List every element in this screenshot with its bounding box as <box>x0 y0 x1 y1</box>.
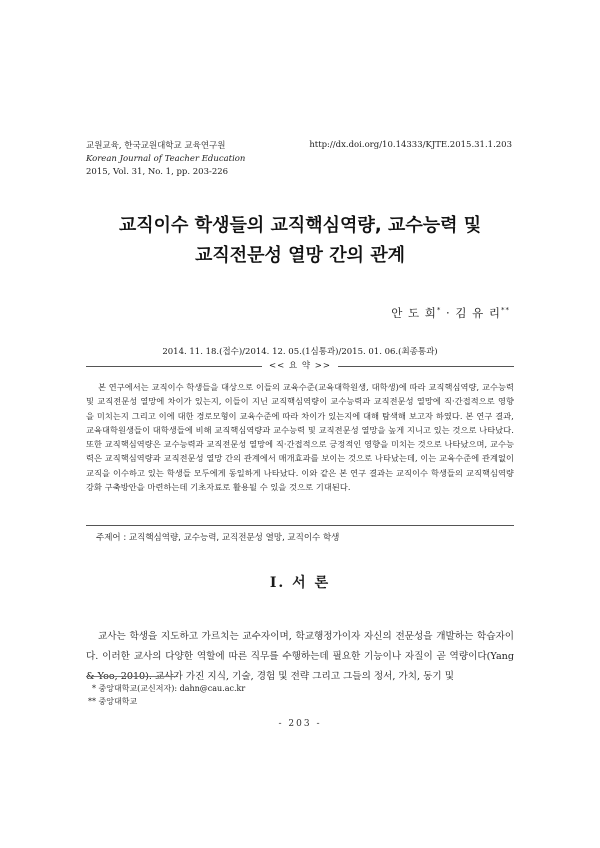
paper-title-line2: 교직전문성 열망 간의 관계 <box>194 245 406 266</box>
author-1: 안 도 희 <box>391 306 437 320</box>
footnote-rule <box>86 676 178 677</box>
volume-info: 2015, Vol. 31, No. 1, pp. 203-226 <box>86 167 229 177</box>
author-separator: · <box>441 306 456 320</box>
author-2: 김 유 리 <box>455 306 501 320</box>
footnote-1: * 중앙대학교(교신저자): dahn@cau.ac.kr <box>92 684 246 693</box>
doi-link[interactable]: http://dx.doi.org/10.14333/KJTE.2015.31.1.203 <box>309 140 512 150</box>
paper-title-line1: 교직이수 학생들의 교직핵심역량, 교수능력 및 <box>118 215 482 236</box>
journal-english-name: Korean Journal of Teacher Education <box>86 154 246 164</box>
submission-dates: 2014. 11. 18.(접수)/2014. 12. 05.(1심통과)/2015. 01. 06.(최종통과) <box>162 347 438 357</box>
page-number: - 203 - <box>278 719 322 729</box>
author-line <box>391 305 510 321</box>
author-1-mark: * <box>436 306 442 315</box>
footnote-2: ** 중앙대학교 <box>88 697 138 706</box>
journal-header <box>86 140 245 179</box>
abstract-rule-bottom <box>86 525 514 526</box>
journal-korean-name: 교원교육, 한국교원대학교 교육연구원 <box>86 141 226 151</box>
section-title: I. 서 론 <box>269 575 331 591</box>
abstract-text: 본 연구에서는 교직이수 학생들을 대상으로 이들의 교육수준(교육대학원생, 대학생)에 따라 교직핵심역량, 교수능력 및 교직전문성 열망에 차이가 있는지, 이들이 지닌 교직핵심역량이 교수능력과 교직전문성 열망에 직·간접적으로 영향을 미치는지 그리고 이에 대한 경로모형이 교육수준에 따라 차이가 있는지에 대해 탐색해 보고자 하였다. 본 연구 결과, 교육대학원생들이 대학생들에 비해 교직핵심역량과 교수능력 및 교직전문성 열망을 높게 지니고 있는 것으로 나타났다. 또한 교직핵심역량은 교수능력과 교직전문성 열망에 직·간접적으로 긍정적인 영향을 미치는 것으로 나타났으며, 교수능력은 교직핵심역량과 교직전문성 열망 간의 관계에서 매개효과를 보이는 것으로 나타났는데, 이는 교육수준에 관계없이 교직을 이수하고 있는 학생들 모두에게 동일하게 나타났다. 이와 같은 본 연구 결과는 교직이수 학생들의 교직핵심역량 강화 구축방안을 마련하는데 기초자료로 활용될 수 있을 것으로 기대된다. <box>86 382 514 493</box>
author-2-mark: ** <box>501 306 510 315</box>
keywords: 주제어 : 교직핵심역량, 교수능력, 교직전문성 열망, 교직이수 학생 <box>96 533 340 543</box>
intro-paragraph: 교사는 학생을 지도하고 가르치는 교수자이며, 학교행정가이자 자신의 전문성을 개발하는 학습자이다. 이러한 교사의 다양한 역할에 따른 직무를 수행하는데 필요한 기능이나 자질이 곧 역량이다(Yang & Yoo, 2010). 교사가 가진 지식, 기술, 경험 및 전략 그리고 그들의 정서, 가치, 동기 및 <box>86 631 514 682</box>
abstract-heading: << 요 약 >> <box>268 361 332 371</box>
